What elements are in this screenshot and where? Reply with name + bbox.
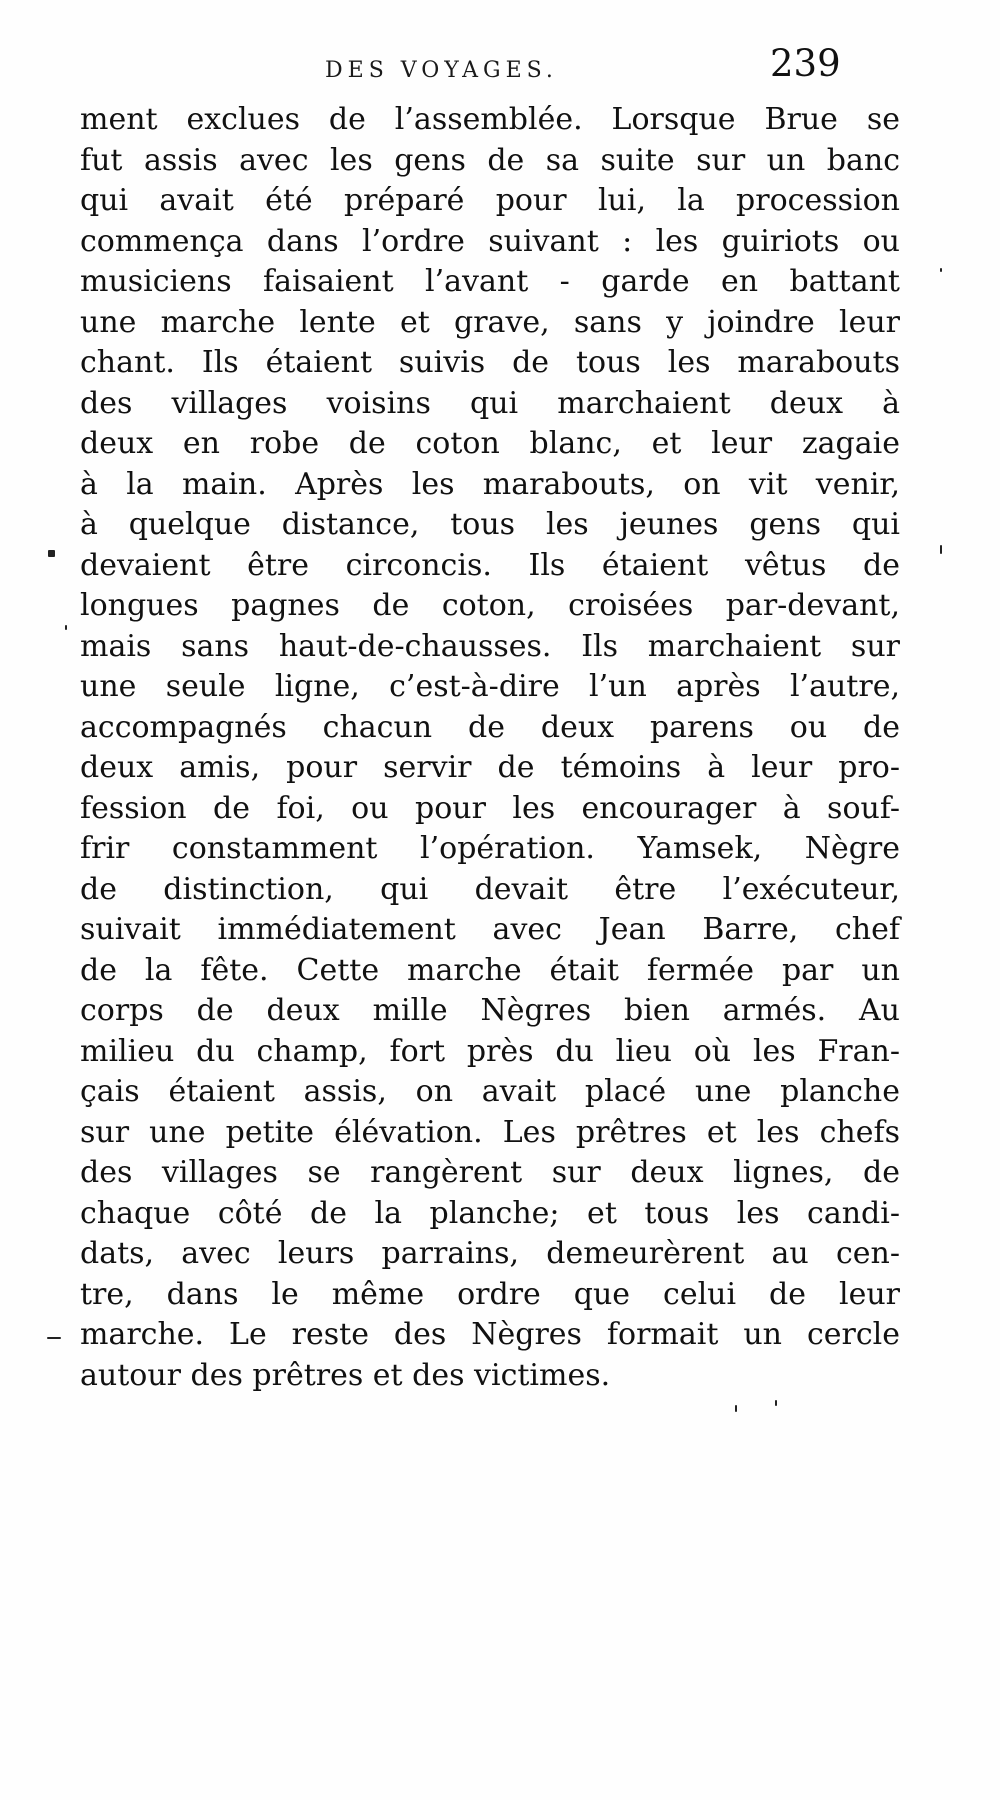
scan-speck — [940, 545, 942, 554]
text-line: frir constamment l’opération. Yamsek, Nègre — [80, 831, 900, 866]
text-line: deux amis, pour servir de témoins à leur pro- — [80, 750, 900, 785]
text-line: une seule ligne, c’est-à-dire l’un après l’autre, — [80, 669, 900, 704]
text-line: de la fête. Cette marche était fermée par un — [80, 952, 900, 988]
text-line: de distinction, qui devait être l’exécuteur, — [80, 871, 900, 907]
text-line: devaient être circoncis. Ils étaient vêtus de — [80, 547, 900, 583]
text-line: dats, avec leurs parrains, demeurèrent au cen- — [80, 1236, 900, 1271]
text-line: accompagnés chacun de deux parens ou de — [80, 709, 900, 745]
body-text — [80, 100, 900, 1396]
scan-speck — [65, 625, 67, 630]
scan-speck — [940, 268, 942, 272]
running-head: DES VOYAGES. — [325, 58, 558, 83]
scan-speck — [735, 1405, 737, 1412]
scan-speck — [775, 1400, 777, 1406]
text-line-last: autour des prêtres et des victimes. — [80, 1357, 611, 1393]
text-line: chant. Ils étaient suivis de tous les marabouts — [80, 345, 900, 380]
text-line: longues pagnes de coton, croisées par-devant, — [80, 588, 900, 623]
text-line: des villages se rangèrent sur deux lignes, de — [80, 1155, 900, 1190]
scan-speck — [48, 550, 55, 557]
text-line: fut assis avec les gens de sa suite sur un banc — [80, 142, 900, 178]
text-line: à quelque distance, tous les jeunes gens qui — [80, 507, 900, 542]
text-line: ment exclues de l’assemblée. Lorsque Brue se — [80, 102, 900, 137]
text-line: sur une petite élévation. Les prêtres et les chefs — [80, 1114, 900, 1150]
page-number: 239 — [770, 42, 841, 85]
text-line: des villages voisins qui marchaient deux à — [80, 385, 900, 421]
text-line: suivait immédiatement avec Jean Barre, chef — [80, 912, 900, 947]
text-line: chaque côté de la planche; et tous les candi- — [80, 1195, 900, 1231]
scan-speck — [47, 1337, 61, 1339]
text-line: çais étaient assis, on avait placé une planche — [80, 1074, 900, 1109]
text-line: milieu du champ, fort près du lieu où les Fran- — [80, 1033, 900, 1069]
text-line: à la main. Après les marabouts, on vit venir, — [80, 466, 900, 502]
text-line: corps de deux mille Nègres bien armés. Au — [80, 993, 900, 1028]
text-line: marche. Le reste des Nègres formait un cercle — [80, 1317, 900, 1352]
text-line: mais sans haut-de-chausses. Ils marchaient sur — [80, 628, 900, 664]
text-line: fession de foi, ou pour les encourager à souf- — [80, 790, 900, 826]
text-line: commença dans l’ordre suivant : les guiriots ou — [80, 223, 900, 259]
text-line: une marche lente et grave, sans y joindre leur — [80, 304, 900, 340]
text-line: deux en robe de coton blanc, et leur zagaie — [80, 426, 900, 461]
text-line: musiciens faisaient l’avant - garde en battant — [80, 264, 900, 299]
text-line: qui avait été préparé pour lui, la procession — [80, 183, 900, 218]
text-line: tre, dans le même ordre que celui de leur — [80, 1276, 900, 1312]
